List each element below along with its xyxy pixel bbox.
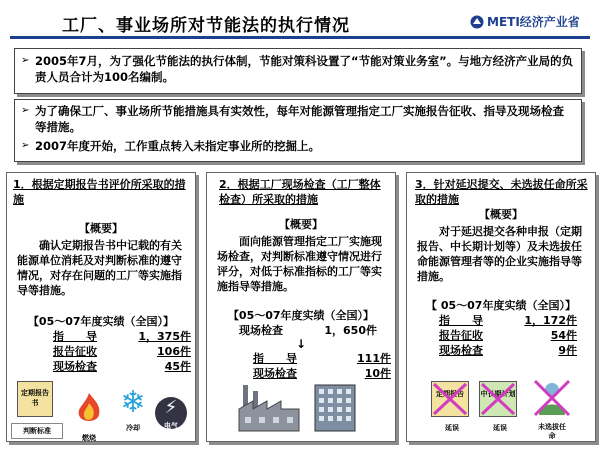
result-key: 现场检查	[239, 324, 283, 337]
arrow-bullet-icon: ➢	[21, 105, 30, 116]
result-key: 报告征收	[439, 329, 483, 342]
periodic-report-delay-icon	[431, 381, 469, 417]
arrow-bullet-icon: ➢	[21, 140, 30, 151]
result-value: 1，375件	[138, 330, 191, 343]
overview-body: 确认定期报告书中记载的有关能源单位消耗及对判断标准的遵守情况，对存在问题的工厂等实施指导等措施。	[17, 239, 182, 297]
note-item	[15, 53, 581, 85]
judgment-standard-icon	[11, 423, 63, 439]
header-rule	[10, 36, 590, 39]
result-key: 报告征收	[53, 345, 97, 358]
electric-icon: ⚡ 电气	[155, 397, 187, 429]
result-key: 现场检查	[53, 360, 97, 373]
meti-logo	[470, 13, 580, 30]
no-appointment-icon	[533, 379, 571, 439]
results-label: 【 05～07年度实绩（全国）】	[426, 299, 576, 312]
result-value: 9件	[558, 344, 577, 357]
overview-label: 【概要】	[79, 222, 123, 235]
page-title: 工厂、事业场所对节能法的执行情况	[62, 16, 350, 36]
result-key: 指 导	[53, 330, 97, 343]
icon-label: 未选拔任命	[538, 423, 566, 440]
result-row	[407, 328, 595, 343]
result-key: 指 导	[439, 314, 483, 327]
results-label: 【05～07年度实绩（全国）】	[227, 309, 375, 322]
point-text: 为了确保工厂、事业场所节能措施具有实效性，每年对能源管理指定工厂实施报告征收、指导及现场检查等措施。	[35, 104, 564, 134]
fire-icon	[71, 391, 107, 442]
icon-label: 延误	[493, 424, 507, 432]
icon-label: 电气	[164, 422, 178, 430]
icon-label: 冷却	[126, 424, 140, 432]
column-heading: 1．根据定期报告书评价所采取的措施	[13, 178, 186, 206]
icon-label: 延误	[445, 424, 459, 432]
result-key: 现场检查	[439, 344, 483, 357]
factory-icon	[237, 381, 301, 433]
icon-label: 中长期计划	[480, 390, 516, 398]
column-heading: 2．根据工厂现场检查（工厂整体检查）所采取的措施	[219, 178, 381, 206]
result-value: 1，172件	[524, 314, 577, 327]
arrow-bullet-icon: ➢	[21, 55, 30, 66]
snowflake-icon: ❄ 冷却	[120, 385, 146, 432]
periodic-report-icon	[17, 381, 53, 417]
result-row	[407, 343, 595, 358]
result-key: 指 导	[253, 352, 297, 365]
result-row	[207, 351, 395, 366]
result-value: 54件	[550, 329, 577, 342]
result-row	[7, 344, 195, 359]
result-key: 现场检查	[253, 367, 297, 380]
results-label: 【05～07年度实绩（全国）】	[27, 315, 175, 328]
icon-label: 定期报告	[436, 390, 464, 398]
measure-column-1	[6, 172, 196, 442]
result-value: 1，650件	[324, 324, 377, 337]
overview-label: 【概要】	[279, 218, 323, 231]
meti-logo-icon	[470, 15, 484, 29]
result-value: 10件	[364, 367, 391, 380]
point-item	[15, 103, 581, 135]
result-row	[207, 323, 395, 338]
result-value: 45件	[164, 360, 191, 373]
delay-label	[485, 421, 515, 436]
delay-label	[437, 421, 467, 436]
note-text: 2005年7月，为了强化节能法的执行体制，节能对策科设置了“节能对策业务室”。与地方经济产业局的负责人员合计为100名编制。	[35, 54, 574, 84]
column-illustration	[7, 377, 195, 441]
measure-column-2	[206, 172, 396, 442]
result-row	[7, 359, 195, 374]
column-illustration	[207, 377, 395, 441]
result-row	[7, 329, 195, 344]
arrow-down-icon: ↓	[295, 337, 307, 351]
cross-mark-icon	[432, 382, 468, 416]
column-illustration	[407, 377, 595, 441]
note-box	[14, 48, 582, 94]
fire-shape	[71, 391, 107, 425]
point-text: 2007年度开始，工作重点转入未指定事业所的挖掘上。	[35, 139, 321, 153]
icon-label: 判断标准	[23, 427, 51, 435]
cross-mark-icon	[480, 382, 516, 416]
logo-text: METI经济产业省	[487, 15, 580, 29]
overview-body: 面向能源管理指定工厂实施现场检查，对判断标准遵守情况进行评分，对低于标准指标的工厂等实施指导等措施。	[217, 235, 382, 293]
overview-label: 【概要】	[479, 208, 523, 221]
measure-column-3	[406, 172, 596, 442]
midlong-plan-delay-icon	[479, 381, 517, 417]
icon-label: 定期报告书	[21, 389, 49, 407]
icon-label: 燃烧	[82, 434, 96, 442]
person-crossed-icon	[533, 379, 571, 417]
office-building-icon	[311, 383, 359, 433]
result-value: 106件	[157, 345, 191, 358]
points-box	[14, 99, 582, 162]
column-heading: 3．针对延迟提交、未选拔任命所采取的措施	[415, 178, 588, 206]
result-row	[407, 313, 595, 328]
overview-body: 对于延迟提交各种申报（定期报告、中长期计划等）及未选拔任命能源管理者等的企业实施指导等措施。	[417, 225, 582, 283]
result-value: 111件	[357, 352, 391, 365]
point-item	[15, 138, 581, 154]
